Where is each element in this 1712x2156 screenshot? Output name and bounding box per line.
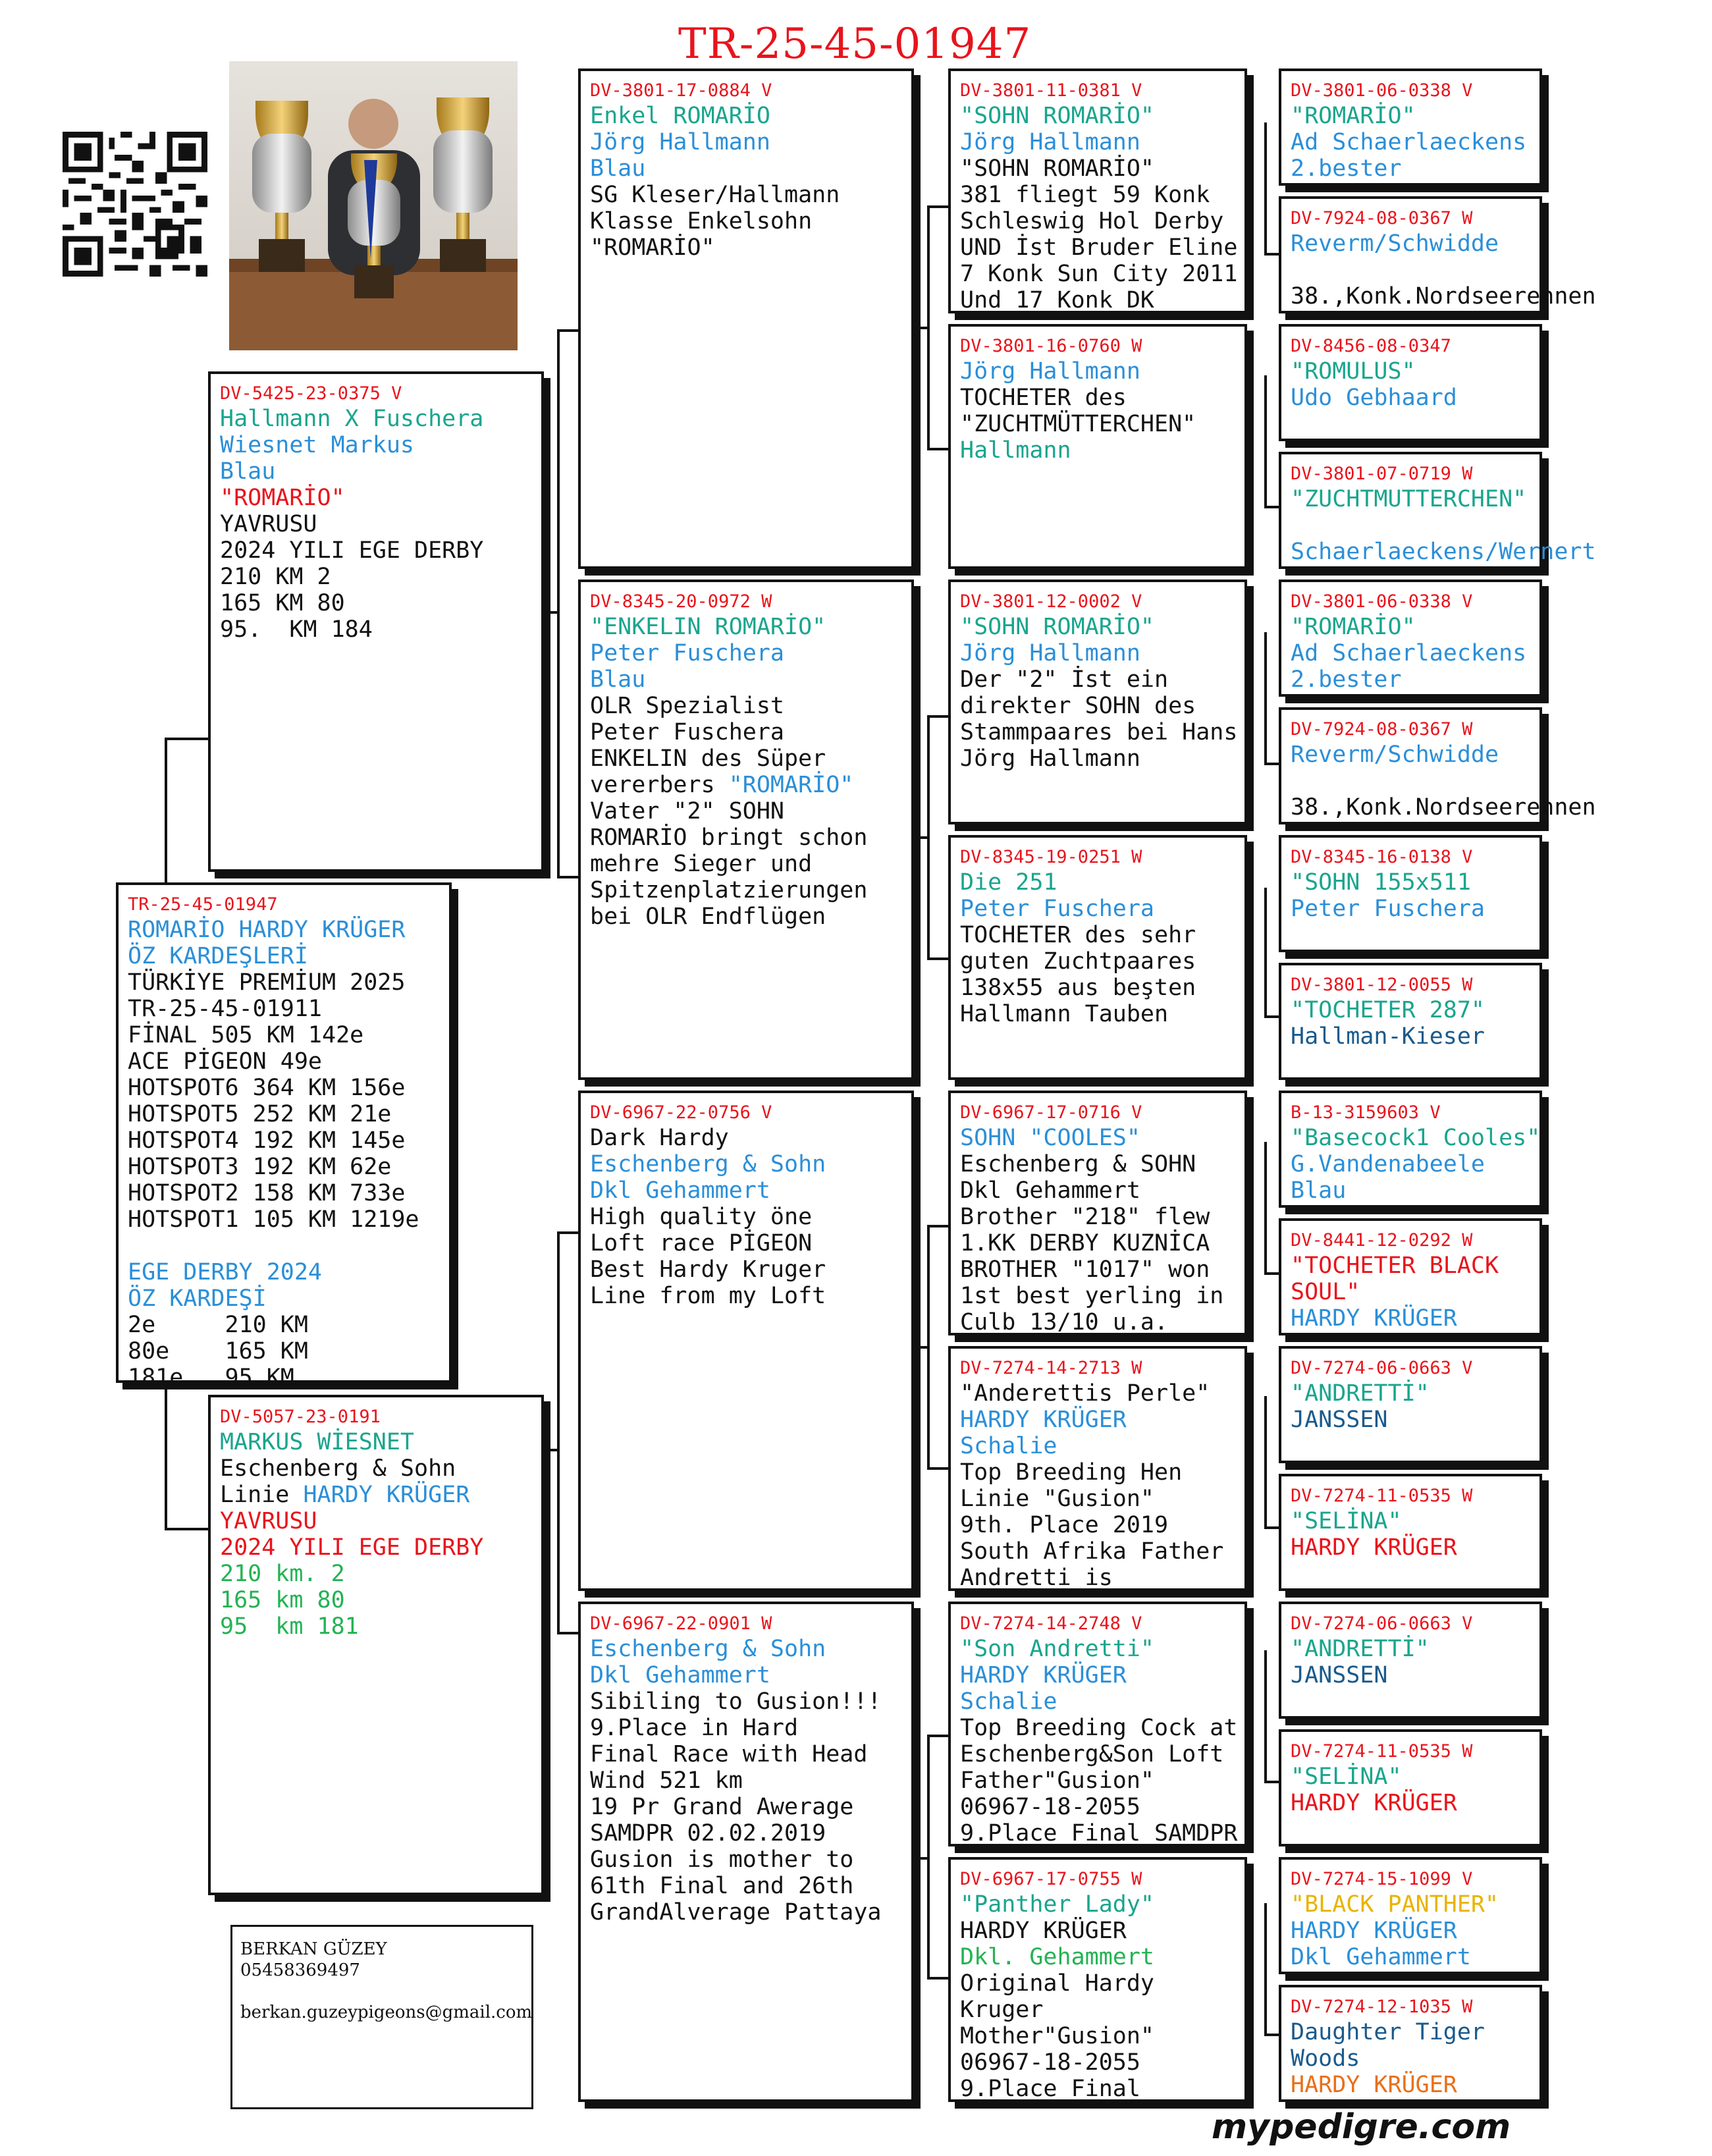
pedigree-line: Mother"Gusion" bbox=[960, 2023, 1155, 2049]
ring-number: DV-6967-22-0901 W bbox=[590, 1613, 772, 1634]
pedigree-line: HOTSPOT1 105 KM 1219e bbox=[128, 1206, 419, 1233]
pedigree-line: Ad Schaerlaeckens bbox=[1291, 129, 1527, 155]
ring-number: DV-7274-14-2713 W bbox=[960, 1358, 1142, 1378]
pedigree-line: 165 km 80 bbox=[220, 1587, 345, 1613]
pedigree-line: guten Zuchtpaares bbox=[960, 948, 1196, 975]
pedigree-line: "SOHN 155x511 bbox=[1291, 869, 1471, 896]
pedigree-line: YAVRUSU bbox=[220, 511, 317, 537]
pedigree-line: HARDY KRÜGER bbox=[1291, 1790, 1457, 1816]
pedigree-line: Dkl Gehammert bbox=[1291, 1944, 1471, 1970]
pedigree-line: 210 km. 2 bbox=[220, 1561, 345, 1587]
pedigree-g11[interactable] bbox=[1279, 1346, 1542, 1463]
pedigree-line: South Afrika Father bbox=[960, 1538, 1224, 1565]
ring-number: DV-8441-12-0292 W bbox=[1291, 1230, 1473, 1251]
ring-number: DV-3801-16-0760 W bbox=[960, 336, 1142, 356]
pedigree-line: Gusion is mother to bbox=[590, 1846, 854, 1873]
pedigree-g12[interactable] bbox=[1279, 1474, 1542, 1591]
pedigree-line: "BLACK PANTHER" bbox=[1291, 1891, 1499, 1918]
pedigree-line: HOTSPOT3 192 KM 62e bbox=[128, 1154, 392, 1180]
pedigree-line: mehre Sieger und bbox=[590, 851, 813, 877]
contact-spacer bbox=[240, 1981, 523, 2002]
pedigree-ddd[interactable] bbox=[948, 1857, 1247, 2102]
pedigree-line: "SELİNA" bbox=[1291, 1508, 1402, 1534]
pedigree-line: Blau bbox=[590, 666, 646, 693]
ring-number: DV-7924-08-0367 W bbox=[1291, 719, 1473, 740]
pedigree-line: High quality öne bbox=[590, 1204, 813, 1230]
ring-number: DV-7274-15-1099 V bbox=[1291, 1869, 1473, 1889]
pedigree-line: Dark Hardy bbox=[590, 1125, 729, 1151]
pedigree-line: HARDY KRÜGER bbox=[1291, 1534, 1457, 1561]
pedigree-line: "SOHN ROMARİO" bbox=[960, 614, 1155, 640]
pedigree-line-part: vererbers bbox=[590, 772, 729, 798]
pedigree-line: SG Kleser/Hallmann bbox=[590, 182, 840, 208]
pedigree-line: ACE PİGEON 49e bbox=[128, 1048, 323, 1075]
pedigree-line: TR-25-45-01911 bbox=[128, 996, 323, 1022]
pedigree-g1[interactable] bbox=[1279, 68, 1542, 186]
pedigree-line: "TOCHETER BLACK bbox=[1291, 1253, 1499, 1279]
pedigree-line: "Anderettis Perle" bbox=[960, 1380, 1210, 1407]
pedigree-line: Loft race PİGEON bbox=[590, 1230, 813, 1256]
pedigree-line: 2e 210 KM bbox=[128, 1312, 308, 1338]
pedigree-line: Kruger bbox=[960, 1997, 1044, 2023]
pedigree-line: ROMARİO HARDY KRÜGER bbox=[128, 917, 406, 943]
pedigree-line: HOTSPOT5 252 KM 21e bbox=[128, 1101, 392, 1127]
pedigree-line: "Panther Lady" bbox=[960, 1891, 1155, 1918]
pedigree-g6[interactable] bbox=[1279, 707, 1596, 824]
ring-number: DV-7274-12-1035 W bbox=[1291, 1997, 1473, 2017]
pedigree-line: Line from my Loft bbox=[590, 1283, 826, 1309]
pedigree-line: Best Hardy Kruger bbox=[590, 1256, 826, 1283]
qr-code[interactable] bbox=[63, 132, 207, 277]
ring-number: DV-3801-07-0719 W bbox=[1291, 464, 1473, 484]
contact-phone[interactable]: 05458369497 bbox=[240, 1960, 360, 1980]
pedigree-line: Udo Gebhaard bbox=[1291, 385, 1457, 411]
pedigree-line: Der "2" İst ein bbox=[960, 666, 1169, 693]
pedigree-line: Hallmann X Fuschera bbox=[220, 406, 484, 432]
pedigree-line: MARKUS WİESNET bbox=[220, 1429, 415, 1455]
pedigree-g16[interactable] bbox=[1279, 1985, 1542, 2102]
ring-number: DV-5425-23-0375 V bbox=[220, 383, 402, 404]
pedigree-line: OLR Spezialist bbox=[590, 693, 785, 719]
pedigree-line-part: "ROMARİO" bbox=[728, 772, 854, 798]
pedigree-sdd[interactable] bbox=[948, 835, 1247, 1080]
pedigree-line: bei OLR Endflügen bbox=[590, 903, 826, 930]
pedigree-line: HOTSPOT6 364 KM 156e bbox=[128, 1075, 406, 1101]
pedigree-line: JANSSEN bbox=[1291, 1662, 1388, 1688]
ring-number: DV-3801-17-0884 V bbox=[590, 80, 772, 101]
pedigree-line bbox=[220, 1482, 532, 1508]
pedigree-dds[interactable] bbox=[948, 1602, 1247, 1846]
pedigree-ss[interactable] bbox=[578, 68, 914, 569]
pedigree-line: 9.Place Final bbox=[960, 2076, 1140, 2102]
pedigree-line: "ROMARİO" bbox=[220, 485, 345, 511]
pedigree-line: Dkl Gehammert bbox=[590, 1662, 770, 1688]
pedigree-line: Die 251 bbox=[960, 869, 1057, 896]
pedigree-line bbox=[590, 772, 902, 798]
pedigree-line: HARDY KRÜGER bbox=[960, 1407, 1127, 1433]
pedigree-line: Dkl Gehammert bbox=[590, 1177, 770, 1204]
pedigree-g14[interactable] bbox=[1279, 1729, 1542, 1846]
ring-number: B-13-3159603 V bbox=[1291, 1102, 1441, 1123]
pedigree-line: Enkel ROMARİO bbox=[590, 103, 770, 129]
pedigree-line: ÖZ KARDEŞİ bbox=[128, 1285, 267, 1312]
pedigree-line: 19 Pr Grand Awerage bbox=[590, 1794, 854, 1820]
pedigree-line: Schalie bbox=[960, 1433, 1057, 1459]
pedigree-line: Stammpaares bei Hans bbox=[960, 719, 1238, 745]
ring-number: DV-6967-22-0756 V bbox=[590, 1102, 772, 1123]
pedigree-line: Top Breeding Hen bbox=[960, 1459, 1183, 1486]
pedigree-line bbox=[1291, 768, 1530, 794]
pedigree-line: 181e 95 KM bbox=[128, 1364, 294, 1391]
pedigree-line: 2.bester bbox=[1291, 155, 1402, 182]
pedigree-subject[interactable] bbox=[116, 882, 452, 1391]
pedigree-line: Vater "2" SOHN bbox=[590, 798, 785, 824]
ring-number: DV-8345-16-0138 V bbox=[1291, 847, 1473, 867]
pedigree-line: Blau bbox=[590, 155, 646, 182]
pedigree-line: SOHN "COOLES" bbox=[960, 1125, 1140, 1151]
pedigree-line: HARDY KRÜGER bbox=[1291, 2072, 1457, 2098]
ring-number: DV-3801-06-0338 V bbox=[1291, 80, 1473, 101]
pedigree-line: Ad Schaerlaeckens bbox=[1291, 640, 1527, 666]
pedigree-line: "ZUCHTMUTTERCHEN" bbox=[1291, 486, 1527, 512]
ring-number: DV-3801-12-0055 W bbox=[1291, 975, 1473, 995]
pedigree-ssd[interactable] bbox=[948, 324, 1247, 569]
pedigree-g4[interactable] bbox=[1279, 452, 1596, 569]
pedigree-line: Blau bbox=[220, 458, 276, 485]
pedigree-line bbox=[128, 1233, 440, 1259]
pedigree-line: EGE DERBY 2024 bbox=[128, 1259, 323, 1285]
pedigree-line: 2024 YILI EGE DERBY bbox=[220, 1534, 484, 1561]
pedigree-line: Peter Fuschera bbox=[590, 640, 785, 666]
pedigree-g7[interactable] bbox=[1279, 835, 1542, 952]
pedigree-line bbox=[1291, 257, 1530, 283]
pedigree-line: Peter Fuschera bbox=[1291, 896, 1485, 922]
pedigree-dsd[interactable] bbox=[948, 1346, 1247, 1591]
pedigree-line: 9th. Place 2019 bbox=[960, 1512, 1169, 1538]
pedigree-line: Hallmann Tauben bbox=[960, 1001, 1169, 1027]
pedigree-line: "SOHN ROMARİO" bbox=[960, 155, 1155, 182]
pedigree-line: 165 KM 80 bbox=[220, 590, 345, 616]
ring-number: DV-7274-11-0535 W bbox=[1291, 1486, 1473, 1506]
pedigree-line: GrandAlverage Pattaya bbox=[590, 1899, 882, 1926]
pedigree-title: TR-25-45-01947 bbox=[678, 20, 1032, 68]
pedigree-line: 9.Place Final SAMDPR bbox=[960, 1820, 1238, 1846]
ring-number: DV-6967-17-0716 V bbox=[960, 1102, 1142, 1123]
pedigree-line: 80e 165 KM bbox=[128, 1338, 308, 1364]
pedigree-dam[interactable] bbox=[208, 1395, 544, 1895]
pedigree-line-part: HARDY KRÜGER bbox=[303, 1482, 470, 1508]
pedigree-g8[interactable] bbox=[1279, 963, 1542, 1080]
pedigree-line: Jörg Hallmann bbox=[960, 640, 1140, 666]
pedigree-line: 7 Konk Sun City 2011 bbox=[960, 261, 1238, 287]
pedigree-line: Dkl Gehammert bbox=[960, 1177, 1140, 1204]
ring-number: DV-6967-17-0755 W bbox=[960, 1869, 1142, 1889]
contact-box bbox=[230, 1925, 533, 2109]
pedigree-line: G.Vandenabeele bbox=[1291, 1151, 1485, 1177]
pedigree-line: Und 17 Konk DK bbox=[960, 287, 1155, 313]
pedigree-g15[interactable] bbox=[1279, 1857, 1542, 1974]
pedigree-sd[interactable] bbox=[578, 579, 914, 1080]
pedigree-line: Blau bbox=[1291, 1177, 1347, 1204]
pedigree-line: FİNAL 505 KM 142e bbox=[128, 1022, 364, 1048]
pedigree-line: Linie "Gusion" bbox=[960, 1486, 1155, 1512]
pedigree-line: Wind 521 km bbox=[590, 1767, 743, 1794]
contact-email[interactable]: berkan.guzeypigeons@gmail.com bbox=[240, 2003, 533, 2022]
ring-number: DV-8345-19-0251 W bbox=[960, 847, 1142, 867]
pedigree-line: Culb 13/10 u.a. bbox=[960, 1309, 1169, 1335]
pedigree-line: Eschenberg & Sohn bbox=[220, 1455, 456, 1482]
ring-number: DV-8345-20-0972 W bbox=[590, 591, 772, 612]
pedigree-line: TÜRKİYE PREMİUM 2025 bbox=[128, 969, 406, 996]
pedigree-line: 06967-18-2055 bbox=[960, 1794, 1140, 1820]
contact-name: BERKAN GÜZEY bbox=[240, 1939, 387, 1959]
pedigree-line: 61th Final and 26th bbox=[590, 1873, 854, 1899]
pedigree-sds[interactable] bbox=[948, 579, 1247, 824]
pedigree-line: "ZUCHTMÜTTERCHEN" bbox=[960, 411, 1196, 437]
pedigree-line: UND İst Bruder Eline bbox=[960, 234, 1238, 261]
pedigree-line: "Basecock1 Cooles" bbox=[1291, 1125, 1541, 1151]
pedigree-line: 95. KM 184 bbox=[220, 616, 373, 643]
pedigree-line: 9.Place in Hard bbox=[590, 1715, 799, 1741]
pedigree-line: YAVRUSU bbox=[220, 1508, 317, 1534]
pedigree-dss[interactable] bbox=[948, 1091, 1247, 1335]
pedigree-line: "Son Andretti" bbox=[960, 1636, 1155, 1662]
pedigree-line: HARDY KRÜGER bbox=[960, 1662, 1127, 1688]
pedigree-line: BROTHER "1017" won bbox=[960, 1256, 1210, 1283]
pedigree-line: Daughter Tiger bbox=[1291, 2019, 1485, 2045]
pedigree-line: HARDY KRÜGER bbox=[1291, 1305, 1457, 1332]
pedigree-line bbox=[1291, 512, 1530, 539]
pedigree-g2[interactable] bbox=[1279, 196, 1596, 313]
ring-number: DV-8456-08-0347 bbox=[1291, 336, 1451, 356]
pedigree-ds[interactable] bbox=[578, 1091, 914, 1591]
pedigree-line: 06967-18-2055 bbox=[960, 2049, 1140, 2076]
pedigree-g10[interactable] bbox=[1279, 1218, 1542, 1335]
pedigree-line: Klasse Enkelsohn bbox=[590, 208, 813, 234]
pedigree-line: Schalie bbox=[960, 1688, 1057, 1715]
pedigree-line: Reverm/Schwidde bbox=[1291, 230, 1499, 257]
pedigree-line: Top Breeding Cock at bbox=[960, 1715, 1238, 1741]
pedigree-line: Schaerlaeckens/Wernert bbox=[1291, 539, 1596, 565]
ring-number: DV-7924-08-0367 W bbox=[1291, 208, 1473, 229]
pedigree-line: Original Hardy bbox=[960, 1970, 1155, 1997]
pedigree-line: 95 km 181 bbox=[220, 1613, 359, 1640]
pedigree-line: 38.,Konk.Nordseerennen bbox=[1291, 794, 1596, 821]
pedigree-line: "ROMULUS" bbox=[1291, 358, 1416, 385]
pedigree-line: 1st best yerling in bbox=[960, 1283, 1224, 1309]
pedigree-line: HOTSPOT4 192 KM 145e bbox=[128, 1127, 406, 1154]
pedigree-line: Father"Gusion" bbox=[960, 1767, 1155, 1794]
pedigree-line: JANSSEN bbox=[1291, 1407, 1388, 1433]
ring-number: DV-5057-23-0191 bbox=[220, 1407, 381, 1427]
pedigree-line: HOTSPOT2 158 KM 733e bbox=[128, 1180, 406, 1206]
pedigree-line: SAMDPR 02.02.2019 bbox=[590, 1820, 826, 1846]
pedigree-line: Brother "218" flew bbox=[960, 1204, 1210, 1230]
pedigree-line: "ROMARİO" bbox=[1291, 614, 1416, 640]
pedigree-line: "ROMARİO" bbox=[1291, 103, 1416, 129]
pedigree-line: SOUL" bbox=[1291, 1279, 1360, 1305]
pedigree-line: Eschenberg&Son Loft bbox=[960, 1741, 1224, 1767]
pedigree-line: Andretti is bbox=[960, 1565, 1113, 1591]
ring-number: DV-3801-06-0338 V bbox=[1291, 591, 1473, 612]
ring-number: DV-7274-14-2748 V bbox=[960, 1613, 1142, 1634]
pedigree-line: "ENKELIN ROMARİO" bbox=[590, 614, 826, 640]
pedigree-line: 2024 YILI EGE DERBY bbox=[220, 537, 484, 564]
pedigree-line: Sibiling to Gusion!!! bbox=[590, 1688, 882, 1715]
pedigree-line: Peter Fuschera bbox=[960, 896, 1155, 922]
brand-logo[interactable]: mypedigre.com bbox=[1212, 2107, 1511, 2147]
pedigree-line: Hallman-Kieser bbox=[1291, 1023, 1485, 1050]
pedigree-line: Eschenberg & Sohn bbox=[590, 1151, 826, 1177]
ring-number: DV-7274-06-0663 V bbox=[1291, 1613, 1473, 1634]
pedigree-line: "SOHN ROMARİO" bbox=[960, 103, 1155, 129]
pedigree-line: Final Race with Head bbox=[590, 1741, 868, 1767]
pedigree-line: 1.KK DERBY KUZNİCA bbox=[960, 1230, 1210, 1256]
pedigree-line: ÖZ KARDEŞLERİ bbox=[128, 943, 308, 969]
pedigree-line: Jörg Hallmann bbox=[960, 358, 1140, 385]
pedigree-line: Schleswig Hol Derby bbox=[960, 208, 1224, 234]
pedigree-line: Jörg Hallmann bbox=[960, 129, 1140, 155]
pedigree-line: TOCHETER des sehr bbox=[960, 922, 1196, 948]
pedigree-line-part: Linie bbox=[220, 1482, 304, 1508]
pedigree-g9[interactable] bbox=[1279, 1091, 1542, 1208]
pedigree-g13[interactable] bbox=[1279, 1602, 1542, 1719]
pedigree-line: 2.bester bbox=[1291, 666, 1402, 693]
owner-photo bbox=[229, 61, 518, 350]
pedigree-line: direkter SOHN des bbox=[960, 693, 1196, 719]
pedigree-line: "ROMARİO" bbox=[590, 234, 715, 261]
pedigree-sss[interactable] bbox=[948, 68, 1247, 313]
pedigree-line: 138x55 aus beşten bbox=[960, 975, 1196, 1001]
pedigree-g3[interactable] bbox=[1279, 324, 1542, 441]
pedigree-line: "SELİNA" bbox=[1291, 1764, 1402, 1790]
pedigree-line: Hallmann bbox=[960, 437, 1071, 464]
pedigree-line: Eschenberg & SOHN bbox=[960, 1151, 1196, 1177]
pedigree-line: 38.,Konk.Nordseerennen bbox=[1291, 283, 1596, 310]
pedigree-line: ENKELIN des Süper bbox=[590, 745, 826, 772]
pedigree-line: Dkl. Gehammert bbox=[960, 1944, 1155, 1970]
pedigree-line: "TOCHETER 287" bbox=[1291, 997, 1485, 1023]
pedigree-line: Reverm/Schwidde bbox=[1291, 741, 1499, 768]
pedigree-line: Eschenberg & Sohn bbox=[590, 1636, 826, 1662]
pedigree-line: TOCHETER des bbox=[960, 385, 1127, 411]
pedigree-line: Jörg Hallmann bbox=[960, 745, 1140, 772]
pedigree-line: 381 fliegt 59 Konk bbox=[960, 182, 1210, 208]
pedigree-line: "ANDRETTİ" bbox=[1291, 1380, 1430, 1407]
pedigree-dd[interactable] bbox=[578, 1602, 914, 2102]
ring-number: DV-3801-11-0381 V bbox=[960, 80, 1142, 101]
ring-number: DV-7274-06-0663 V bbox=[1291, 1358, 1473, 1378]
pedigree-g5[interactable] bbox=[1279, 579, 1542, 697]
pedigree-line: Jörg Hallmann bbox=[590, 129, 770, 155]
pedigree-line: Wiesnet Markus bbox=[220, 432, 415, 458]
pedigree-sire[interactable] bbox=[208, 371, 544, 872]
pedigree-line: Spitzenplatzierungen bbox=[590, 877, 868, 903]
ring-number: DV-7274-11-0535 W bbox=[1291, 1741, 1473, 1762]
trophy-right bbox=[433, 97, 493, 272]
trophy-center bbox=[348, 153, 400, 298]
pedigree-line: "ANDRETTİ" bbox=[1291, 1636, 1430, 1662]
pedigree-line: Woods bbox=[1291, 2045, 1360, 2072]
pedigree-line: HARDY KRÜGER bbox=[960, 1918, 1127, 1944]
pedigree-line: Peter Fuschera bbox=[590, 719, 785, 745]
pedigree-line: 210 KM 2 bbox=[220, 564, 331, 590]
ring-number: DV-3801-12-0002 V bbox=[960, 591, 1142, 612]
pedigree-line: ROMARİO bringt schon bbox=[590, 824, 868, 851]
trophy-left bbox=[252, 101, 311, 272]
pedigree-line: HARDY KRÜGER bbox=[1291, 1918, 1457, 1944]
ring-number: TR-25-45-01947 bbox=[128, 894, 278, 915]
